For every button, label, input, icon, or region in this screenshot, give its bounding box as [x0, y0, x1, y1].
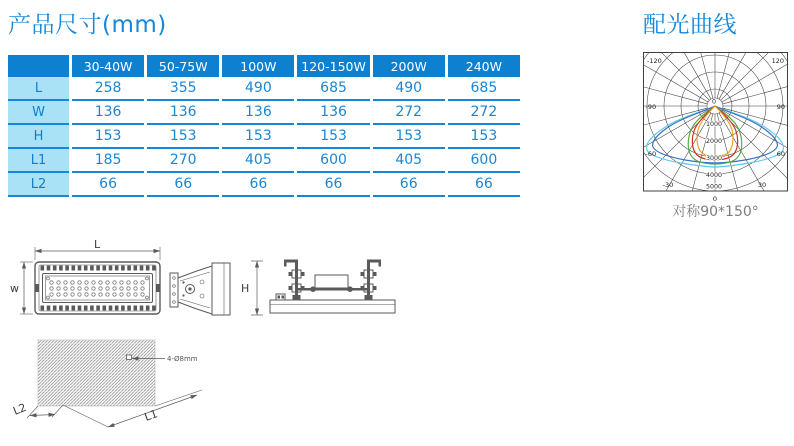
light-distribution-title: 配光曲线 [643, 12, 737, 38]
table-row [8, 101, 520, 125]
dimension-value: 600 [448, 149, 520, 173]
radial-label: 4000 [705, 172, 723, 179]
table-row [8, 125, 520, 149]
dimension-value: 136 [147, 101, 219, 125]
beam-angle-caption: 对称90*150° [672, 204, 759, 220]
dim-label-L2: L2 [11, 400, 29, 418]
row-label: H [8, 125, 69, 149]
dimension-value: 272 [373, 101, 445, 125]
mounting-surface [38, 340, 155, 406]
dimension-value: 153 [147, 125, 219, 149]
product-dimensions-title: 产品尺寸(mm) [8, 12, 167, 38]
angle-label: -90 [645, 103, 657, 111]
dimension-value: 272 [448, 101, 520, 125]
table-row [8, 149, 520, 173]
table-row [8, 77, 520, 101]
dimension-value: 66 [373, 173, 445, 197]
dimension-value: 685 [448, 77, 520, 101]
light-distribution-chart [643, 52, 788, 204]
radial-label: 1000 [705, 121, 723, 128]
dimension-value: 270 [147, 149, 219, 173]
dimension-value: 153 [448, 125, 520, 149]
dimension-value: 185 [72, 149, 144, 173]
mounting-plate-drawing [11, 340, 202, 427]
angle-label: 120 [771, 57, 784, 65]
radial-label: 5000 [705, 183, 723, 191]
row-label: W [8, 101, 69, 125]
corner-cell [8, 55, 69, 77]
angle-label: 30 [757, 181, 767, 189]
column-header: 30-40W [72, 55, 144, 77]
angle-label: -60 [645, 150, 657, 158]
dimension-value: 153 [297, 125, 369, 149]
dimensions-table-body [8, 77, 520, 197]
row-label: L1 [8, 149, 69, 173]
angle-label: 90 [776, 103, 785, 111]
dimension-value: 153 [72, 125, 144, 149]
angle-label: 60 [776, 150, 785, 158]
dim-label-L: L [94, 238, 101, 251]
dimension-value: 600 [297, 149, 369, 173]
column-header: 50-75W [147, 55, 219, 77]
dimension-value: 66 [448, 173, 520, 197]
row-label: L2 [8, 173, 69, 197]
dimension-value: 258 [72, 77, 144, 101]
radial-label: 3000 [705, 155, 723, 162]
dimensions-table-header-row [8, 55, 520, 77]
radial-label: 0 [711, 98, 717, 106]
dimension-value: 405 [222, 149, 294, 173]
radial-label: 2000 [705, 138, 723, 145]
angle-label: -120 [647, 57, 662, 65]
dimension-value: 66 [297, 173, 369, 197]
column-header: 120-150W [297, 55, 369, 77]
dimension-value: 136 [297, 101, 369, 125]
angle-label: -30 [662, 181, 674, 189]
dim-label-W: w [10, 282, 19, 295]
led-array [50, 281, 144, 296]
dimension-value: 685 [297, 77, 369, 101]
dimension-value: 355 [147, 77, 219, 101]
dimension-value: 136 [222, 101, 294, 125]
column-header: 200W [373, 55, 445, 77]
dim-label-H: H [241, 282, 250, 295]
dimension-value: 490 [373, 77, 445, 101]
dimension-value: 153 [222, 125, 294, 149]
hole-note: 4-Ø8mm [167, 355, 198, 363]
dimension-value: 490 [222, 77, 294, 101]
dimension-value: 66 [222, 173, 294, 197]
table-row [8, 173, 520, 197]
dimension-value: 136 [72, 101, 144, 125]
mounting-hole [127, 355, 132, 360]
heatsink-fins [41, 266, 156, 311]
dimension-value: 66 [147, 173, 219, 197]
dimension-value: 405 [373, 149, 445, 173]
column-header: 100W [222, 55, 294, 77]
dimension-value: 66 [72, 173, 144, 197]
row-label: L [8, 77, 69, 101]
angle-label: 0 [712, 195, 718, 203]
side-view-drawing [270, 260, 395, 314]
technical-drawings [6, 238, 436, 446]
column-header: 240W [448, 55, 520, 77]
dimension-value: 153 [373, 125, 445, 149]
dimensions-table [5, 55, 523, 197]
top-view-drawing [10, 238, 160, 314]
dim-label-L1: L1 [142, 407, 160, 424]
end-view-drawing [170, 261, 263, 315]
